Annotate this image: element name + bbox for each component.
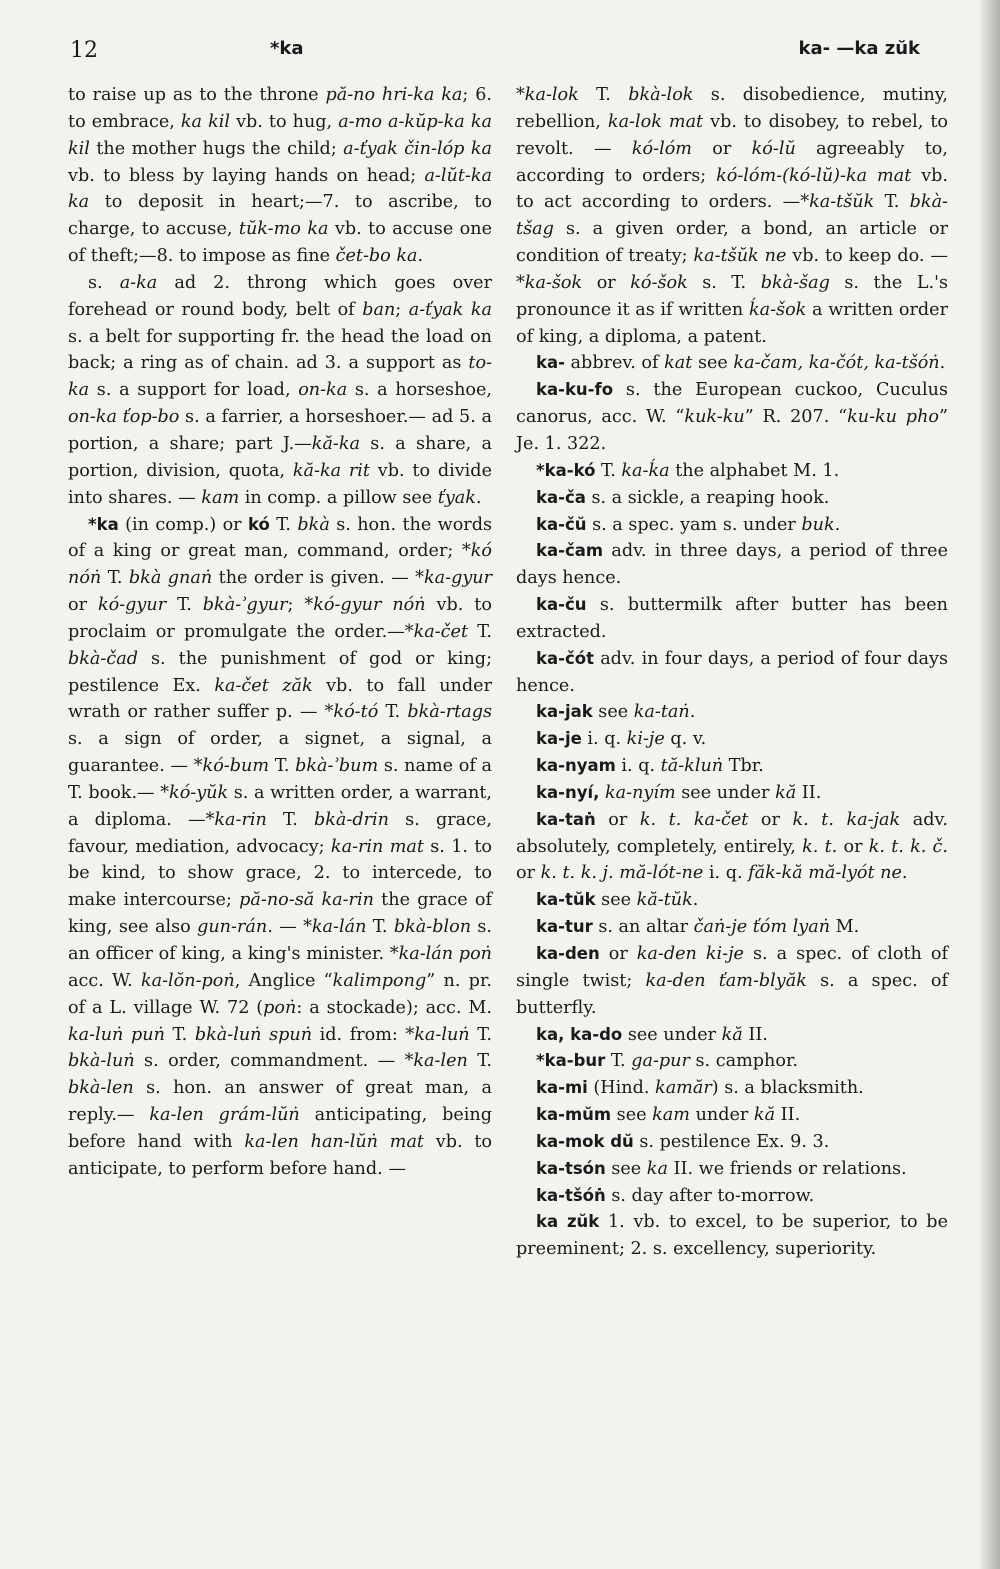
entry-text: ” R. 207. “ (744, 407, 848, 428)
headword: ka-tšóṅ (536, 1185, 606, 1205)
entry-text: s. hon. the words of a king or great man, command, order; (68, 514, 492, 562)
entry-text: T. (366, 917, 394, 938)
headword: ka-tŭk (536, 890, 596, 910)
entry-text: s. a farrier, a horseshoer.— ad 5. a portion, a share; part J.— (68, 407, 492, 454)
headword: ka-mok dŭ (536, 1131, 634, 1151)
dictionary-entry (516, 1129, 948, 1156)
entry-text: or (582, 272, 631, 293)
right-running-head: ka- —ka zŭk (798, 38, 920, 59)
headword: *ka-bur (536, 1051, 606, 1071)
italic-term: kó-lóm (631, 138, 692, 159)
headword: ka-tur (536, 917, 593, 937)
headword: ka-ču (536, 595, 587, 615)
italic-term: bkà-lok (628, 85, 694, 105)
italic-term: kó-šok (630, 272, 688, 293)
entry-text: the order is given. — (212, 568, 416, 589)
entry-text: T. (605, 1051, 632, 1072)
italic-term: *ka-len (404, 1051, 468, 1072)
italic-term: ka-taṅ (633, 702, 690, 723)
italic-term: ka-nyím (604, 782, 676, 803)
dictionary-entry (516, 726, 948, 753)
entry-text: see under (675, 782, 776, 803)
italic-term: kă (753, 1105, 776, 1126)
italic-term: a-ťyak čin-lóp ka (343, 138, 492, 159)
italic-term: kă (775, 782, 797, 803)
entry-text: the mother hugs the child; (89, 138, 344, 159)
headword: ka zŭk (536, 1212, 600, 1232)
italic-term: kó-gyur (97, 595, 167, 616)
headword: ka-čŭ (536, 514, 587, 534)
dictionary-entry (516, 807, 948, 888)
entry-text: s. camphor. (689, 1051, 799, 1072)
italic-term: kó-lŭ (751, 138, 796, 159)
italic-term: *kó nóṅ (68, 541, 492, 589)
entry-text: i. q. (615, 756, 661, 777)
entry-text: T. (595, 460, 622, 481)
headword: ka-mi (536, 1078, 588, 1098)
italic-term: kuk-ku (684, 407, 745, 428)
entry-text: see (611, 1105, 653, 1126)
entry-text: s. a given order, a bond, an article or condition of treaty; (516, 219, 948, 267)
italic-term: k. t. ka-jak (792, 809, 901, 830)
headword: ka-taṅ (536, 809, 596, 829)
dictionary-entry (516, 485, 948, 512)
italic-term: *kó-gyur nóṅ (304, 595, 426, 616)
entry-text: anticipating, being before hand with (68, 1105, 493, 1152)
entry-text: s. a horseshoe, (347, 380, 492, 401)
dictionary-entry (516, 941, 948, 1022)
italic-term: pă-no-să ka-rin (239, 890, 374, 911)
entry-text: i. q. (703, 863, 749, 884)
page-number: 12 (70, 38, 98, 63)
italic-term: tŭk-mo ka (238, 219, 329, 240)
entry-text: in comp. a pillow see (239, 487, 438, 508)
entry-text: s. a share, a portion, division, quota, (68, 433, 492, 481)
entry-text: . (901, 863, 908, 884)
entry-text: s. buttermilk after butter has been extracted. (516, 595, 948, 642)
entry-text: II. (742, 1024, 768, 1045)
italic-term: kam (201, 487, 240, 508)
entry-text: s. pestilence Ex. 9. 3. (633, 1131, 830, 1152)
entry-text: or (516, 863, 541, 884)
italic-term: ka-čam, ka-čót, ka-tšóṅ (733, 353, 940, 374)
italic-term: to-ka (68, 353, 492, 401)
italic-term: bkà (297, 514, 330, 535)
italic-term: ka-len han-lŭṅ mat (244, 1131, 425, 1152)
entry-text: or (595, 809, 640, 830)
entry-text: vb. to keep do. — (786, 246, 948, 267)
entry-text: ” n. pr. of a L. village W. 72 ( (68, 970, 493, 1018)
italic-term: bkà-čad (68, 648, 138, 669)
dictionary-entry (516, 699, 948, 726)
entry-text: the grace of king, see also (68, 890, 493, 938)
entry-text: : a stockade); acc. M. (296, 997, 492, 1018)
italic-term: ka-čet zăk (214, 675, 313, 696)
italic-term: gun-rán (197, 917, 268, 938)
entry-text: s. 1. to be kind, to show grace, 2. to intercede, to make intercourse; (68, 836, 492, 911)
entry-text: vb. to anticipate, to perform before hand. — (68, 1131, 492, 1179)
dictionary-entry (68, 512, 492, 1183)
italic-term: a-lŭt-ka ka (68, 165, 492, 213)
entry-text: ) s. a blacksmith. (711, 1078, 864, 1099)
entry-text: s. disobedience, mutiny, rebellion, (516, 85, 948, 132)
italic-term: ka-luṅ puṅ (68, 1024, 165, 1045)
entry-text: ad 2. throng which goes over forehead or round body, belt of (68, 272, 492, 320)
italic-term: tă-kluṅ (660, 756, 724, 777)
italic-term: bkà-rtags (407, 702, 492, 723)
entry-text: vb. to disobey, to rebel, to revolt. — (516, 111, 948, 159)
left-column (68, 82, 492, 1183)
dictionary-entry (516, 458, 948, 485)
entry-text: see (605, 1158, 647, 1179)
dictionary-entry (516, 377, 948, 458)
italic-term: ka-den ťam-blyăk (645, 970, 807, 991)
italic-term: ka-den ki-je (636, 944, 744, 964)
italic-term: ka (646, 1158, 668, 1179)
entry-text: T. (874, 192, 910, 213)
headword: ka-nyí, (536, 782, 600, 802)
italic-term: bkà gnaṅ (128, 568, 213, 589)
entry-text: T. (269, 756, 296, 777)
italic-term: a-ťyak ka (408, 299, 492, 320)
dictionary-entry (516, 1102, 948, 1129)
dictionary-entry (516, 82, 948, 350)
entry-text: to raise up as to the throne (68, 85, 326, 105)
italic-term: ḱa-šok (748, 299, 807, 320)
italic-term: *ka-rin (205, 809, 267, 830)
entry-text: Tbr. (723, 756, 764, 777)
entry-text: II. we friends or relations. (667, 1158, 907, 1179)
italic-term: ka-lok mat (607, 111, 704, 132)
entry-text: s. name of a T. book.— (68, 756, 492, 803)
page-header (70, 38, 950, 68)
entry-text: . (692, 890, 699, 911)
italic-term: kă-ka rit (292, 460, 370, 481)
entry-text: to deposit in heart;—7. to ascribe, to charge, to accuse, (68, 192, 492, 240)
italic-term: on-ka ťop-bo (68, 407, 180, 428)
entry-text: . (689, 702, 696, 723)
entry-text: or (837, 836, 869, 857)
italic-term: a-mo a-kŭp-ka ka kil (68, 111, 492, 159)
headword: kó (247, 514, 270, 534)
entry-text: . (417, 246, 424, 267)
italic-term: *kó-bum (193, 756, 270, 777)
entry-text: adv. absolutely, completely, entirely, (516, 809, 948, 857)
italic-term: k. t. k. č. (868, 836, 948, 857)
entry-text: . (834, 514, 841, 535)
dictionary-entry (516, 780, 948, 807)
entry-text: ; (287, 595, 305, 616)
entry-text: II. (775, 1105, 801, 1126)
headword: ka-den (536, 944, 600, 963)
headword: *ka (88, 514, 119, 534)
italic-term: ki-je (626, 729, 665, 750)
italic-term: bkà-šag (760, 272, 830, 293)
italic-term: bkà-blon (393, 917, 472, 938)
italic-term: čet-bo ka (335, 246, 418, 267)
italic-term: ka-ḱa (621, 460, 670, 481)
entry-text: . (939, 353, 946, 374)
entry-text: s. day after to-morrow. (605, 1185, 815, 1206)
entry-text: the alphabet M. 1. (669, 460, 840, 481)
entry-text: s. T. (687, 272, 761, 293)
italic-term: ka-lŏn-poṅ (140, 970, 235, 991)
italic-term: k. t. (802, 836, 838, 857)
entry-text: T. (101, 568, 129, 589)
entry-text: s. a support for load, (89, 380, 299, 401)
headword: ka-jak (536, 702, 593, 722)
dictionary-entry (516, 1075, 948, 1102)
entry-text: s. order, commandment. — (134, 1051, 405, 1072)
entry-text: or (68, 595, 98, 616)
italic-term: făk-kă mă-lyót ne (748, 863, 902, 884)
entry-text: see under (622, 1024, 722, 1045)
entry-text: T. (266, 809, 314, 830)
entry-text: vb. to fall under wrath or rather suffer p. — (68, 675, 492, 723)
entry-text: vb. to bless by laying hands on head; (68, 165, 425, 186)
italic-term: on-ka (298, 380, 348, 401)
headword: ka, ka-do (536, 1024, 623, 1044)
italic-term: *ka-tšŭk (800, 192, 875, 213)
entry-text: s. a sickle, a reaping hook. (585, 487, 830, 508)
italic-term: kam (652, 1105, 690, 1126)
entry-text: 1. vb. to excel, to be superior, to be preeminent; 2. s. excellency, superiority. (516, 1212, 948, 1260)
headword: ka-je (536, 729, 582, 749)
entry-text: T. (269, 514, 298, 535)
italic-term: bkà-ʾbum (295, 756, 379, 777)
dictionary-entry (516, 350, 948, 377)
italic-term: bkà-drin (313, 809, 389, 830)
entry-text: adv. in four days, a period of four days hence. (516, 648, 948, 696)
italic-term: kă-tŭk (636, 890, 693, 911)
italic-term: čaṅ-je ťóm lyaṅ (693, 917, 831, 938)
dictionary-entry (68, 82, 492, 270)
entry-text: q. v. (664, 729, 707, 750)
italic-term: kó-lóm-(kó-lŭ)-ka mat (716, 165, 912, 186)
entry-text: see (592, 702, 634, 723)
entry-text: s. the L.'s pronounce it as if written (516, 272, 948, 320)
headword: ka-čót (536, 648, 594, 668)
entry-text: s. an altar (592, 917, 694, 938)
italic-term: *ka-luṅ (405, 1024, 470, 1045)
entry-text: T. (166, 595, 203, 616)
dictionary-entry (516, 1183, 948, 1210)
headword: ka-nyam (536, 756, 616, 776)
italic-term: ban (362, 299, 396, 320)
headword: *ka-kó (536, 460, 596, 480)
entry-text: ; (395, 299, 409, 320)
entry-text: T. (468, 621, 492, 642)
entry-text: s. a belt for supporting fr. the head the load on back; a ring as of chain. ad 3. a support as (68, 326, 492, 374)
dictionary-entry (516, 1209, 948, 1263)
entry-text: (in comp.) or (118, 514, 248, 535)
entry-text: T. (469, 1024, 492, 1045)
italic-term: *kó-yŭk (160, 782, 229, 803)
italic-term: *ka-lok (516, 85, 579, 105)
italic-term: kalimpong (332, 970, 427, 991)
dictionary-entry (68, 270, 492, 512)
entry-text: a written order of king, a diploma, a patent. (516, 299, 948, 347)
dictionary-entry (516, 538, 948, 592)
entry-text: vb. to divide into shares. — (68, 460, 492, 508)
dictionary-entry (516, 592, 948, 646)
italic-term: bkà-tšag (516, 192, 948, 240)
italic-term: ka-rin mat (330, 836, 424, 857)
italic-term: *kó-tó (324, 702, 379, 723)
entry-text: ; 6. to embrace, (68, 85, 492, 132)
entry-text: vb. to accuse one of theft;—8. to impose as fine (68, 219, 493, 267)
entry-text: s. the European cuckoo, Cuculus canorus, acc. W. “ (516, 380, 948, 428)
entry-text: s. a sign of order, a signet, a signal, a guarantee. — (68, 729, 492, 777)
italic-term: ku-ku pho (847, 407, 939, 428)
entry-text: . — (267, 917, 304, 938)
entry-text: see (692, 353, 734, 374)
entry-text: vb. to act according to orders. — (516, 165, 948, 213)
entry-text: (Hind. (587, 1078, 656, 1099)
entry-text: s. a written order, a warrant, a diploma. — (68, 782, 492, 830)
entry-text: or (748, 809, 793, 830)
entry-text: or (599, 944, 637, 964)
entry-text: s. hon. an answer of great man, a reply.— (68, 1078, 492, 1126)
italic-term: k. t. k. j. mă-lót-ne (540, 863, 704, 884)
italic-term: poṅ (263, 997, 297, 1018)
entry-text: ” Je. 1. 322. (516, 407, 948, 454)
italic-term: ka kil (180, 111, 231, 132)
dictionary-entry (516, 1022, 948, 1049)
entry-text: adv. in three days, a period of three days hence. (516, 541, 948, 589)
italic-term: ka-len grám-lŭṅ (149, 1105, 300, 1126)
italic-term: kă-ka (311, 433, 361, 454)
dictionary-entry (516, 646, 948, 700)
dictionary-entry (516, 753, 948, 780)
entry-text: acc. W. (68, 970, 141, 991)
entry-text: T. (467, 1051, 492, 1072)
italic-term: ga-pur (631, 1051, 690, 1072)
entry-text: II. (796, 782, 822, 803)
italic-term: bkà-luṅ (68, 1051, 135, 1072)
italic-term: a-ka (119, 272, 158, 293)
entry-text: s. a spec. of butterfly. (516, 970, 948, 1018)
entry-text: i. q. (581, 729, 627, 750)
italic-term: bkà-len (68, 1078, 134, 1099)
italic-term: ťyak (437, 487, 476, 508)
headword: ka-tsón (536, 1158, 606, 1178)
dictionary-entry (516, 1156, 948, 1183)
italic-term: kă (721, 1024, 743, 1045)
headword: ka-mŭm (536, 1105, 612, 1125)
dictionary-entry (516, 512, 948, 539)
entry-text: vb. to proclaim or promulgate the order.— (68, 595, 492, 642)
entry-text: or (691, 138, 752, 159)
italic-term: *ka-lán poṅ (389, 944, 492, 964)
italic-term: bkà-ʾgyur (202, 595, 288, 616)
italic-term: *ka-šok (516, 272, 583, 293)
entry-text: s. a spec. of cloth of single twist; (516, 944, 948, 991)
entry-text: M. (830, 917, 860, 938)
entry-text: under (689, 1105, 754, 1126)
entry-text: s. the punishment of god or king; pestilence Ex. (68, 648, 492, 696)
headword: ka-ča (536, 487, 586, 507)
italic-term: *ka-lán (303, 917, 367, 938)
entry-text: T. (378, 702, 408, 723)
entry-text: s. (88, 272, 120, 293)
entry-text: T. (578, 85, 629, 105)
entry-text: s. grace, favour, mediation, advocacy; (68, 809, 492, 857)
headword: ka-čam (536, 541, 604, 561)
left-running-head: *ka (270, 38, 304, 59)
italic-term: kamăr (655, 1078, 712, 1099)
headword: ka- (536, 353, 565, 373)
entry-text: T. (164, 1024, 195, 1045)
entry-text: agreeably to, according to orders; (516, 138, 948, 186)
dictionary-entry (516, 887, 948, 914)
dictionary-entry (516, 1048, 948, 1075)
italic-term: ka-tšŭk ne (693, 246, 787, 267)
entry-text: id. from: (312, 1024, 406, 1045)
italic-term: bkà-luṅ spuṅ (194, 1024, 313, 1045)
italic-term: kat (664, 353, 693, 374)
italic-term: *ka-čet (404, 621, 469, 642)
entry-text: see (595, 890, 637, 911)
italic-term: pă-no hri-ka ka (325, 85, 463, 105)
italic-term: buk (801, 514, 835, 535)
entry-text: vb. to hug, (230, 111, 339, 132)
italic-term: k. t. ka-čet (639, 809, 749, 830)
entry-text: abbrev. of (564, 353, 665, 374)
right-column (516, 82, 948, 1263)
entry-text: s. a spec. yam s. under (586, 514, 802, 535)
entry-text: s. an officer of king, a king's minister. (68, 917, 492, 964)
italic-term: *ka-gyur (415, 568, 493, 589)
entry-text: , Anglice “ (234, 970, 333, 991)
dictionary-entry (516, 914, 948, 941)
entry-text: . (475, 487, 482, 508)
headword: ka-ku-fo (536, 380, 614, 400)
